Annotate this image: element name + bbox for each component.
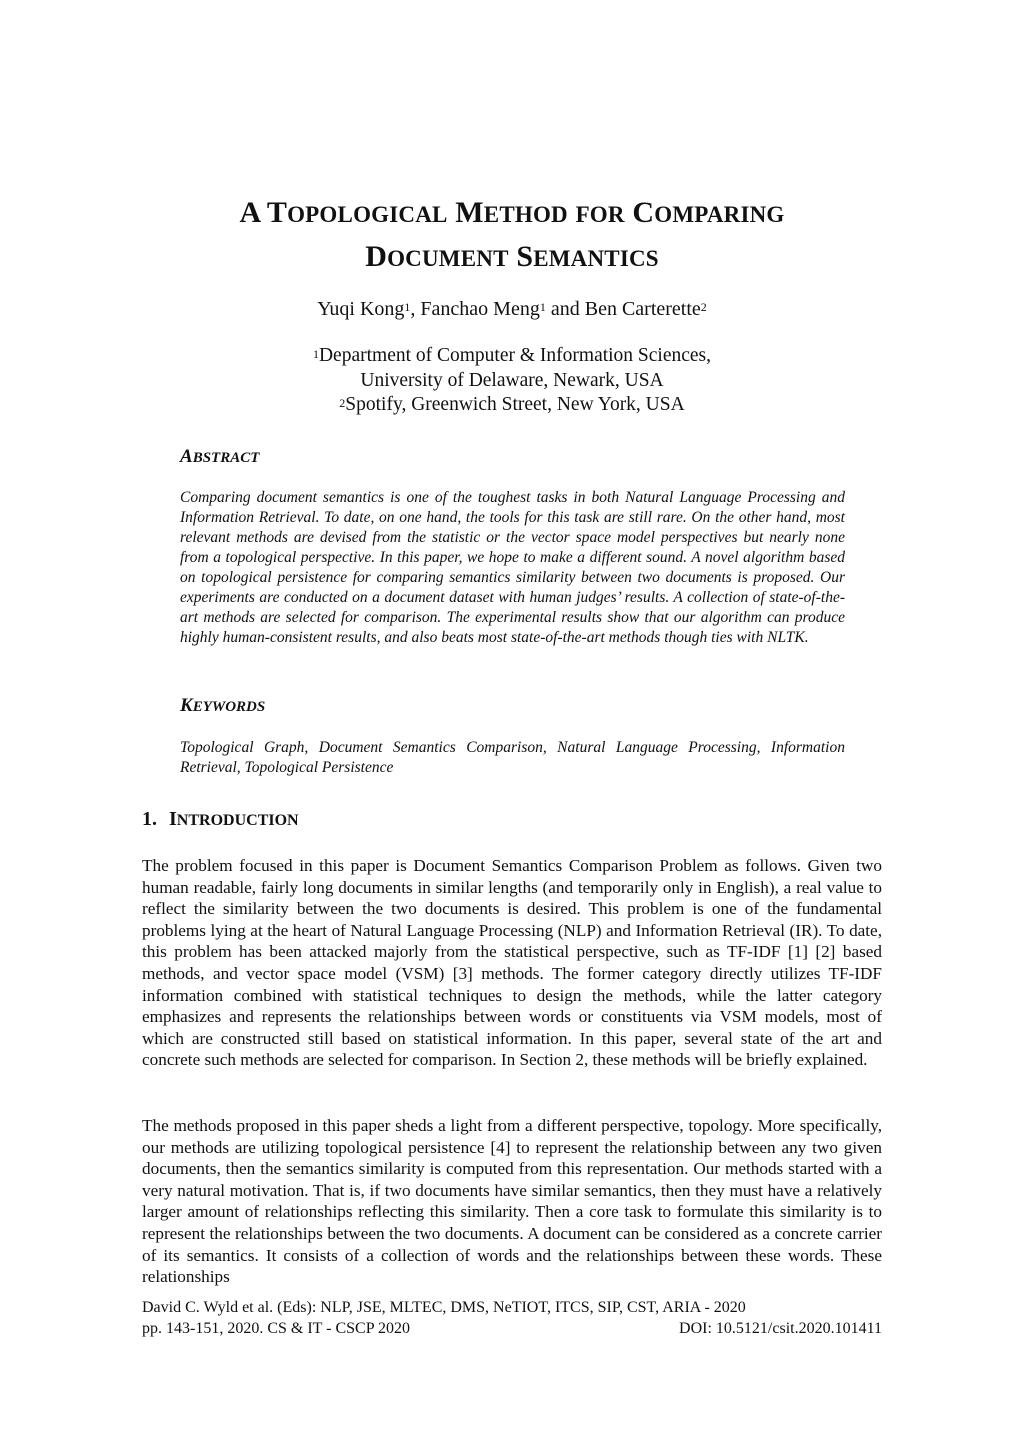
title-line-2 [100,236,924,280]
footer-citation: David C. Wyld et al. (Eds): NLP, JSE, MLTEC, DMS, NeTIOT, ITCS, SIP, CST, ARIA - 2020 [142,1299,746,1316]
affiliation-marker: 1 [312,347,319,361]
title-line-1 [100,192,924,236]
affiliation-line: University of Delaware, Newark, USA [360,369,664,391]
paper-title [100,192,924,280]
footer-doi: DOI: 10.5121/csit.2020.101411 [679,1320,882,1337]
title-word: METHOD [455,196,568,229]
introduction-heading: 1. INTRODUCTION [142,808,299,830]
abstract-text: Comparing document semantics is one of the toughest tasks in both Natural Language Processing and Information Retrieval. To date, on one hand, the tools for this task are still rare. On the other hand, most relevant methods are devised from the statistic or the vector space model perspectives but nearly none from a topological perspective. In this paper, we hope to make a different sound. A novel algorithm based on topological persistence for comparing semantics similarity between two documents is proposed. Our experiments are conducted on a document dataset with human judges’ results. A collection of state-of-the-art methods are selected for comparison. The experimental results show that our algorithm can produce highly human-consistent results, and also beats most state-of-the-art methods though ties with NLTK. [180,489,845,646]
keywords-heading: KEYWORDS [180,695,266,716]
section-number: 1. [142,808,157,830]
author-separator: , [410,298,421,320]
author-list [100,296,924,322]
affiliation-marker: 1 [539,300,546,314]
body-paragraph: The problem focused in this paper is Document Semantics Comparison Problem as follows. Given two human readable, fairly long documents in similar lengths (and temporarily only in English), a real value to reflect the similarity between the two documents is desired. This problem is one of the fundamental problems lying at the heart of Natural Language Processing (NLP) and Information Retrieval (IR). To date, this problem has been attacked majorly from the statistical perspective, such as TF-IDF [1] [2] based methods, and vector space model (VSM) [3] methods. The former category directly utilizes TF-IDF information combined with statistical techniques to design the methods, while the latter category emphasizes and represents the relationships between words or constituents via VSM models, most of which are constructed still based on statistical information. In this paper, several state of the art and concrete such methods are selected for comparison. In Section 2, these methods will be briefly explained. [142,856,882,1070]
affiliation-line: $^1$Department of Computer & Information Sciences, [312,345,712,366]
title-word: A [239,196,260,229]
abstract-heading: ABSTRACT [180,446,260,467]
page-footer [142,1297,882,1339]
author-name: Ben Carterette [584,298,701,320]
title-word: COMPARING [632,196,785,229]
footer-pages: pp. 143-151, 2020. CS & IT - CSCP 2020 [142,1320,411,1337]
title-word: FOR [575,202,625,227]
affiliation-marker: 2 [700,300,707,314]
author-separator: and [545,298,585,320]
affiliation-marker: 2 [339,396,346,410]
keywords-text: Topological Graph, Document Semantics Comparison, Natural Language Processing, Information Retrieval, Topological Persistence [180,739,845,776]
affiliations [100,344,924,418]
title-word: DOCUMENT [365,240,509,273]
title-word: SEMANTICS [516,240,659,273]
body-paragraph: The methods proposed in this paper sheds a light from a different perspective, topology. More specifically, our methods are utilizing topological persistence [4] to represent the relationship between any two given documents, then the semantics similarity is computed from this representation. Our methods started with a very natural motivation. That is, if two documents have similar semantics, then they must have a relatively larger amount of relationships reflecting this similarity. Then a core task to formulate this similarity is to represent the relationships between the two documents. A document can be considered as a concrete carrier of its semantics. It consists of a collection of words and the relationships between these words. These relationships [142,1116,882,1287]
author-name: Fanchao Meng [420,298,540,320]
author-name: Yuqi Kong [317,298,405,320]
affiliation-marker: 1 [404,300,411,314]
title-word: TOPOLOGICAL [266,196,448,229]
affiliation-line: $^2$Spotify, Greenwich Street, New York, USA [339,394,685,415]
